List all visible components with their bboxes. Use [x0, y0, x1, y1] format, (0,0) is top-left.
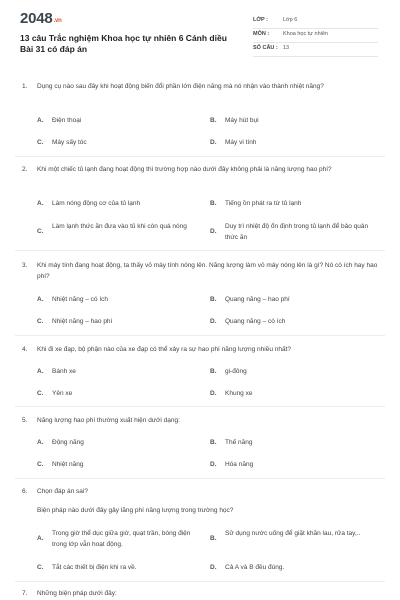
document-title: 13 câu Trắc nghiệm Khoa học tự nhiên 6 Cánh diều Bài 31 có đáp án — [20, 33, 227, 54]
option-text: Duy trì nhiệt độ ổn định trong tủ lạnh để bảo quản thức ăn — [225, 223, 369, 241]
option-letter: B. — [210, 439, 217, 446]
option-text: gi-đông — [225, 368, 247, 375]
option-letter: D. — [210, 318, 217, 325]
option-letter: A. — [37, 368, 44, 375]
site-logo[interactable] — [20, 10, 62, 27]
question-text: Năng lượng hao phí thường xuất hiện dưới dạng: — [37, 417, 180, 424]
meta-row-subject — [253, 29, 378, 43]
option-letter: D. — [210, 228, 217, 235]
question-number: 7. — [22, 590, 28, 597]
question-text: Chọn đáp án sai? — [37, 488, 88, 495]
option-text: Sử dụng nước uống để giặt khăn lau, rửa tay,.. — [225, 530, 361, 537]
divider — [15, 406, 385, 407]
question-number: 5. — [22, 417, 28, 424]
option-text: Động năng — [52, 439, 84, 446]
option-text: Hóa năng — [225, 461, 254, 468]
option-text: Thế năng — [225, 439, 253, 446]
option-letter: B. — [210, 368, 217, 375]
header — [0, 0, 400, 62]
option-letter: A. — [37, 439, 44, 446]
option-text: Khung xe — [225, 390, 253, 397]
option-text: Quang năng – hao phí — [225, 296, 290, 303]
option-letter: D. — [210, 461, 217, 468]
option-text: Tắt các thiết bị điện khi ra về. — [52, 564, 137, 571]
question-number: 3. — [22, 262, 28, 269]
option-letter: B. — [210, 200, 217, 207]
meta-label: SỐ CÂU : — [253, 45, 278, 51]
meta-label: MÔN : — [253, 31, 270, 37]
option-letter: B. — [210, 296, 217, 303]
question-number: 4. — [22, 346, 28, 353]
option-letter: D. — [210, 390, 217, 397]
question-text: Khi máy tính đang hoạt động, ta thấy vỏ máy tính nóng lên. Năng lượng làm vỏ máy nóng lên là gì? Nó có ích hay hao phí? — [37, 262, 378, 280]
question-subtext: Biện pháp nào dưới đây gây lãng phí năng lượng trong trường học? — [37, 507, 234, 514]
divider — [15, 335, 385, 336]
option-letter: B. — [210, 535, 217, 542]
question-text: Khi đi xe đạp, bộ phận nào của xe đạp có thể xảy ra sự hao phí năng lượng nhiều nhất? — [37, 346, 292, 353]
meta-row-grade — [253, 15, 378, 29]
option-text: Cả A và B đều đúng. — [225, 564, 285, 571]
option-text: Quang năng – có ích — [225, 318, 286, 325]
meta-value: Lớp 6 — [283, 17, 298, 23]
divider — [15, 478, 385, 479]
option-letter: C. — [37, 390, 44, 397]
question-number: 2. — [22, 166, 28, 173]
meta-value: 13 — [283, 45, 290, 51]
option-letter: C. — [37, 318, 44, 325]
option-letter: A. — [37, 117, 44, 124]
question-text: Dụng cụ nào sau đây khi hoạt động biến đổi phần lớn điện năng mà nó nhận vào thành nhiệt năng? — [37, 83, 324, 90]
option-text: Làm lạnh thức ăn đưa vào tủ khi còn quá nóng — [52, 223, 187, 230]
question-text: Khi một chiếc tủ lạnh đang hoạt động thì trường hợp nào dưới đây không phải là năng lượng hao phí? — [37, 166, 332, 173]
logo-tld: .vn — [53, 18, 62, 24]
option-letter: A. — [37, 200, 44, 207]
option-text: Yên xe — [52, 390, 73, 397]
option-letter: C. — [37, 564, 44, 571]
meta-value: Khoa học tự nhiên — [283, 31, 328, 37]
divider — [15, 581, 385, 582]
meta-label: LỚP : — [253, 17, 268, 23]
option-text: Điện thoại — [52, 117, 82, 124]
question-number: 1. — [22, 83, 28, 90]
option-text: Nhiệt năng – có ích — [52, 296, 109, 303]
question-text: Những biện pháp dưới đây: — [37, 590, 117, 597]
logo-text: 2048 — [20, 10, 53, 27]
option-letter: C. — [37, 461, 44, 468]
option-letter: A. — [37, 296, 44, 303]
option-text: Nhiệt năng – hao phí — [52, 318, 113, 325]
option-text: Làm nóng động cơ của tủ lạnh — [52, 200, 141, 207]
option-text: Máy vi tính — [225, 139, 257, 146]
question-number: 6. — [22, 488, 28, 495]
option-letter: C. — [37, 139, 44, 146]
meta-row-question-count — [253, 43, 378, 57]
option-letter: A. — [37, 535, 44, 542]
option-text: Nhiệt năng — [52, 461, 84, 468]
option-text: Máy hút bụi — [225, 117, 259, 124]
option-letter: C. — [37, 228, 44, 235]
divider — [15, 250, 385, 251]
option-letter: D. — [210, 564, 217, 571]
option-text: Tiếng ồn phát ra từ tủ lạnh — [225, 200, 302, 207]
option-text: Máy sấy tóc — [52, 139, 87, 146]
option-text: Bánh xe — [52, 368, 76, 375]
option-letter: D. — [210, 139, 217, 146]
option-letter: B. — [210, 117, 217, 124]
divider — [15, 156, 385, 157]
option-text: Trong giờ thể dục giữa giờ, quạt trần, bóng điện trong lớp vẫn hoạt động. — [52, 530, 191, 548]
